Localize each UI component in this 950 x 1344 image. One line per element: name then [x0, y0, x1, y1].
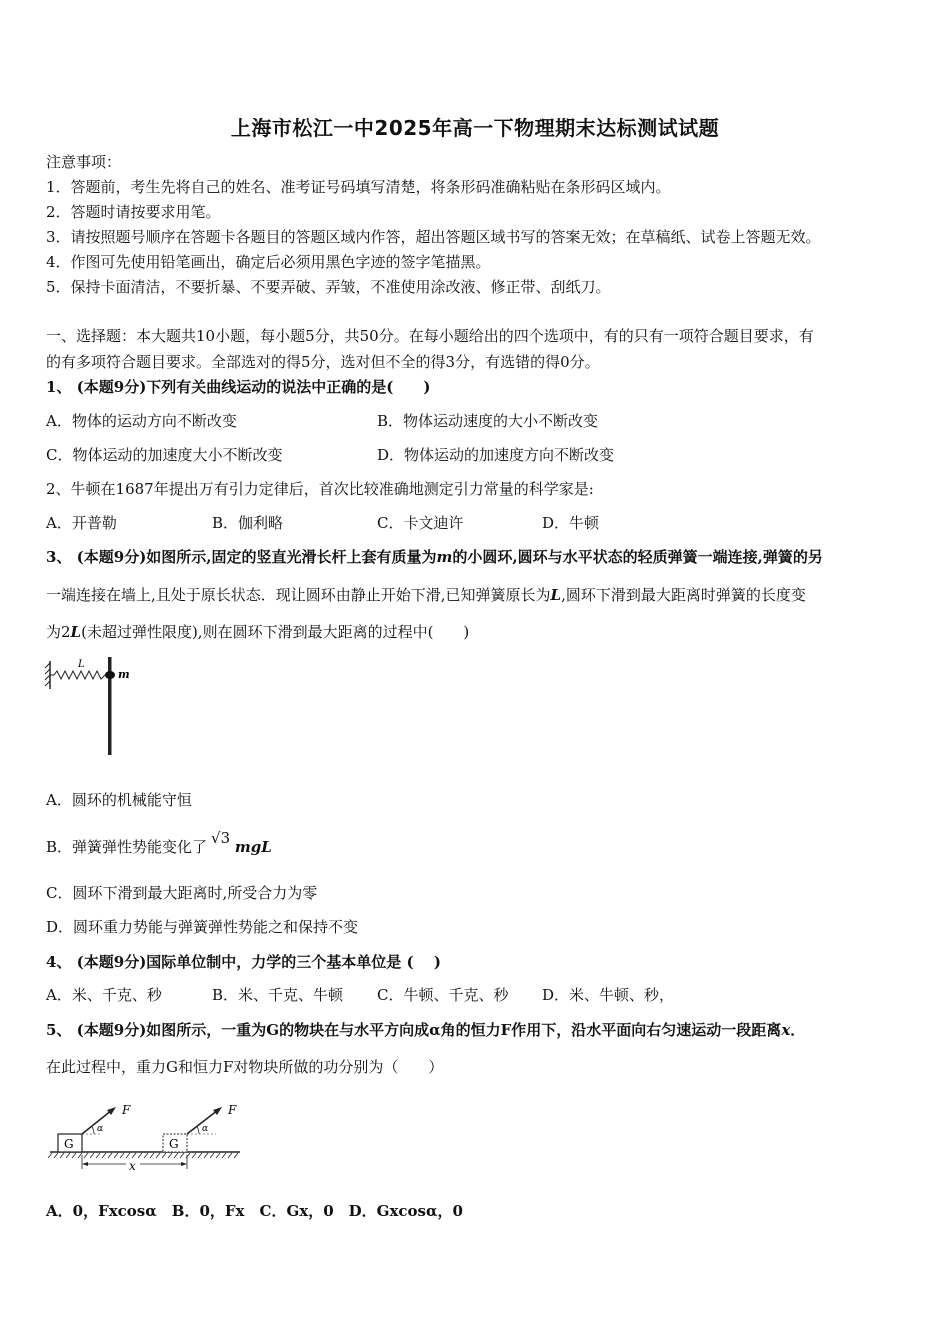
notes-item-1: 1．答题前，考生先将自己的姓名、准考证号码填写清楚，将条形码准确粘贴在条形码区域内。 — [46, 178, 671, 196]
q5-options: A．0，Fxcosα B．0，Fx C．Gx，0 D．Gxcosα，0 — [46, 1202, 463, 1220]
q1-stem: 1、 (本题9分)下列有关曲线运动的说法中正确的是( ) — [46, 378, 431, 396]
q2-option-c: C．卡文迪许 — [377, 514, 464, 532]
q4-option-d: D．米、牛顿、秒， — [542, 986, 675, 1004]
q5-stem-line2: 在此过程中，重力G和恒力F对物块所做的功分别为（ ） — [46, 1058, 444, 1076]
q4-option-a: A．米、千克、秒 — [46, 986, 162, 1004]
q1-option-b: B．物体运动速度的大小不断改变 — [377, 412, 599, 430]
fig-label-F-right: F — [228, 1103, 237, 1117]
q4-option-b: B．米、千克、牛顿 — [212, 986, 344, 1004]
notes-item-3: 3．请按照题号顺序在答题卡各题目的答题区域内作答，超出答题区域书写的答案无效；在草稿纸、试卷上答题无效。 — [46, 228, 821, 246]
q2-option-a: A．开普勒 — [46, 514, 117, 532]
q4-option-c: C．牛顿、千克、秒 — [377, 986, 509, 1004]
q4-stem: 4、 (本题9分)国际单位制中，力学的三个基本单位是 ( ) — [46, 953, 441, 971]
section1-intro-line2: 的有多项符合题目要求。全部选对的得5分，选对但不全的得3分，有选错的得0分。 — [46, 353, 600, 371]
q3-option-b: B．弹簧弹性势能变化了 √3 mgL — [46, 829, 272, 856]
q3-option-c: C．圆环下滑到最大距离时,所受合力为零 — [46, 884, 318, 902]
q2-option-b: B．伽利略 — [212, 514, 284, 532]
fig-label-m: m — [118, 668, 130, 681]
q1-option-a: A．物体的运动方向不断改变 — [46, 412, 237, 430]
fig-label-alpha-left: α — [97, 1124, 104, 1134]
q3-option-a: A．圆环的机械能守恒 — [46, 791, 192, 809]
q2-option-d: D．牛顿 — [542, 514, 600, 532]
q3-figure-spring-rod — [44, 655, 144, 759]
q1-option-c: C．物体运动的加速度大小不断改变 — [46, 446, 283, 464]
q3-stem-line2: 一端连接在墙上,且处于原长状态．现让圆环由静止开始下滑,已知弹簧原长为L,圆环下滑到最大距离时弹簧的长度变 — [46, 586, 806, 604]
notes-heading: 注意事项： — [46, 153, 122, 171]
page-title: 上海市松江一中2025年高一下物理期末达标测试试题 — [230, 116, 720, 140]
section1-intro-line1: 一、选择题：本大题共10小题，每小题5分，共50分。在每小题给出的四个选项中，有的只有一项符合题目要求，有 — [46, 327, 814, 345]
fig-label-F-left: F — [122, 1103, 131, 1117]
fig-label-G-left: G — [64, 1137, 74, 1151]
q2-stem: 2、牛顿在1687年提出万有引力定律后，首次比较准确地测定引力常量的科学家是: — [46, 480, 594, 498]
q5-figure-block-force — [46, 1100, 246, 1175]
fig-label-alpha-right: α — [202, 1124, 209, 1134]
q5-stem-line1: 5、 (本题9分)如图所示，一重为G的物块在与水平方向成α角的恒力F作用下，沿水平面向右匀速运动一段距离x． — [46, 1021, 806, 1039]
fig-label-L: L — [78, 659, 85, 670]
q3-stem-line1: 3、 (本题9分)如图所示,固定的竖直光滑长杆上套有质量为m的小圆环,圆环与水平状态的轻质弹簧一端连接,弹簧的另 — [46, 548, 823, 566]
q3-stem-line3: 为2L(未超过弹性限度),则在圆环下滑到最大距离的过程中( ) — [46, 623, 470, 641]
fig-label-x: x — [129, 1159, 136, 1173]
q1-option-d: D．物体运动的加速度方向不断改变 — [377, 446, 615, 464]
notes-item-4: 4．作图可先使用铅笔画出，确定后必须用黑色字迹的签字笔描黑。 — [46, 253, 491, 271]
q3-option-d: D．圆环重力势能与弹簧弹性势能之和保持不变 — [46, 918, 359, 936]
notes-item-2: 2．答题时请按要求用笔。 — [46, 203, 221, 221]
notes-item-5: 5．保持卡面清洁，不要折暴、不要弄破、弄皱，不准使用涂改液、修正带、刮纸刀。 — [46, 278, 611, 296]
fig-label-G-right: G — [169, 1137, 179, 1151]
